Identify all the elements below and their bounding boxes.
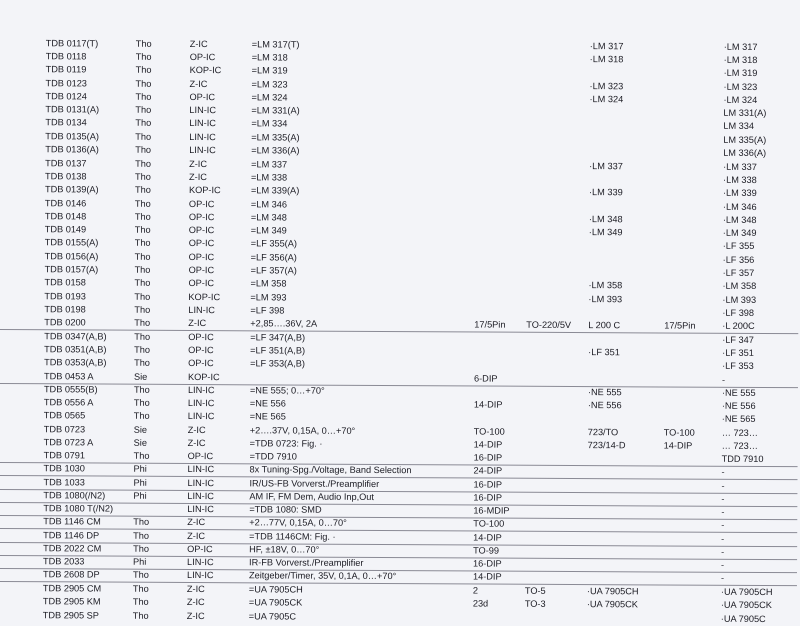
part-number: TDB 1030 <box>43 463 85 474</box>
ic-category: LIN-IC <box>187 410 215 422</box>
manufacturer: Tho <box>134 277 151 288</box>
replacement-type: ·NE 555 <box>721 387 756 398</box>
equivalent-description: =LM 338 <box>251 172 288 183</box>
equivalent-description: =LM 349 <box>250 225 287 236</box>
equivalent-description: =TDD 7910 <box>249 451 297 462</box>
ic-category: KOP-IC <box>188 291 221 303</box>
manufacturer: Phi <box>133 477 147 488</box>
part-number: TDB 0791 <box>43 450 86 461</box>
manufacturer: Tho <box>134 344 151 355</box>
package: TO-99 <box>473 545 500 556</box>
reference-type: 723/TO <box>587 427 619 438</box>
manufacturer: Phi <box>133 556 147 567</box>
replacement-type: ·LM 349 <box>722 227 757 238</box>
equivalent-description: =LM 335(A) <box>251 132 300 143</box>
ic-category: OP-IC <box>189 91 216 103</box>
replacement-type: ·LM 317 <box>723 41 758 52</box>
replacement-type: ·LF 351 <box>722 347 754 358</box>
reference-type: ·LM 318 <box>589 54 624 65</box>
replacement-type: … 723… <box>721 427 759 438</box>
manufacturer: Tho <box>134 264 151 275</box>
equivalent-description: =LF 351(A,B) <box>250 345 306 356</box>
replacement-type: ·L 200C <box>722 320 755 331</box>
ic-category: OP-IC <box>188 264 215 276</box>
part-number: TDB 0149 <box>44 224 87 235</box>
equivalent-description: =UA 7905CK <box>248 597 303 608</box>
manufacturer: Tho <box>132 596 149 607</box>
part-number: TDB 2905 KM <box>42 596 101 607</box>
package: 16-DIP <box>473 558 502 569</box>
package: 17/5Pin <box>474 319 506 330</box>
manufacturer: Tho <box>133 543 149 554</box>
manufacturer: Tho <box>133 397 150 408</box>
equivalent-description: =NE 565 <box>249 411 286 422</box>
replacement-type: LM 335(A) <box>723 134 767 146</box>
replacement-type: ·LF 355 <box>722 240 755 251</box>
manufacturer: Tho <box>134 237 151 248</box>
part-number: TDB 0131(A) <box>45 104 100 115</box>
manufacturer: Phi <box>133 463 147 474</box>
replacement-type: ·LM 337 <box>723 161 757 172</box>
replacement-type: ·LM 324 <box>723 94 758 105</box>
reference-type: ·LM 393 <box>588 294 623 305</box>
replacement-type: ·LM 323 <box>723 81 758 92</box>
part-number: TDB 1146 CM <box>43 516 101 527</box>
equivalent-description: =LM 331(A) <box>251 105 300 116</box>
reference-type: ·NE 556 <box>587 400 622 411</box>
part-number: TDB 0453 A <box>44 371 94 382</box>
ic-category: LIN-IC <box>187 384 215 396</box>
manufacturer: Tho <box>135 171 151 182</box>
part-number: TDB 0138 <box>45 171 87 182</box>
ic-category: LIN-IC <box>189 131 216 143</box>
replacement-type: ·LF 347 <box>722 334 754 345</box>
reference-type: ·LM 358 <box>588 280 623 291</box>
ic-category: OP-IC <box>188 198 215 210</box>
equivalent-description: =NE 555; 0…+70° <box>249 385 325 396</box>
reference-type: ·NE 555 <box>587 387 622 398</box>
equivalent-description: AM IF, FM Dem, Audio Inp,Out <box>249 491 375 502</box>
part-number: TDB 0123 <box>45 78 87 89</box>
manufacturer: Sie <box>134 371 148 382</box>
manufacturer: Tho <box>135 91 152 102</box>
replacement-type: - <box>721 546 725 557</box>
package: 16-MDIP <box>473 505 510 516</box>
manufacturer: Tho <box>133 516 150 527</box>
replacement-type: … 723… <box>721 440 758 451</box>
part-number: TDB 0158 <box>44 277 86 288</box>
ic-category: LIN-IC <box>189 104 216 116</box>
equivalent-description: =LM 336(A) <box>251 145 300 156</box>
package: 14-DIP <box>472 571 502 582</box>
ic-category: LIN-IC <box>187 477 215 489</box>
equivalent-description: =LM 358 <box>250 278 287 289</box>
equivalent-description: =LM 317(T) <box>251 39 300 50</box>
manufacturer: Tho <box>134 224 151 235</box>
manufacturer: Tho <box>135 117 152 128</box>
package-alt: TO-3 <box>524 598 546 609</box>
equivalent-description: =NE 556 <box>249 398 286 409</box>
equivalent-description: =LF 398 <box>250 305 285 316</box>
part-number: TDB 0156(A) <box>44 251 99 262</box>
replacement-type: LM 334 <box>723 120 755 131</box>
ic-category: Z-IC <box>186 596 205 608</box>
manufacturer: Phi <box>133 490 147 501</box>
ic-category: OP-IC <box>188 224 215 236</box>
reference-type: ·LM 323 <box>589 81 624 92</box>
ic-category: OP-IC <box>187 543 213 555</box>
package: 2 <box>472 585 479 596</box>
package: 6-DIP <box>473 373 498 384</box>
part-number: TDB 0155(A) <box>44 237 99 248</box>
package: TO-100 <box>473 426 505 437</box>
ic-category: Z-IC <box>189 38 208 50</box>
replacement-type: ·UA 7905CH <box>720 586 773 598</box>
replacement-type: TDD 7910 <box>721 453 764 465</box>
part-number: TDB 0148 <box>44 211 87 222</box>
replacement-type: ·LM 338 <box>723 174 757 185</box>
replacement-type: ·UA 7905C <box>720 613 766 624</box>
reference-type: ·LM 324 <box>589 94 624 105</box>
ic-category: OP-IC <box>188 237 215 249</box>
manufacturer: Tho <box>135 131 152 142</box>
equivalent-description: IR/US-FB Vorverst./Preamplifier <box>249 478 380 489</box>
manufacturer: Tho <box>135 158 152 169</box>
ic-category: OP-IC <box>188 344 214 356</box>
ic-category: OP-IC <box>187 450 214 462</box>
equivalent-description: =LM 323 <box>251 79 288 90</box>
equivalent-description: =LF 347(A,B) <box>250 332 306 343</box>
manufacturer: Tho <box>134 184 151 195</box>
manufacturer: Sie <box>133 424 148 435</box>
replacement-type: - <box>721 519 725 530</box>
manufacturer: Tho <box>135 64 152 75</box>
equivalent-description: HF, ±18V, 0…70° <box>249 544 320 555</box>
package: 16-DIP <box>473 452 503 463</box>
ic-category: Z-IC <box>189 158 208 170</box>
part-number: TDB 0555(B) <box>43 384 98 395</box>
part-number: TDB 1080(/N2) <box>43 490 106 501</box>
part-number: TDB 0193 <box>44 291 86 302</box>
part-number: TDB 0117(T) <box>45 38 99 49</box>
part-number: TDB 0135(A) <box>45 131 99 142</box>
equivalent-description: =LF 355(A) <box>250 238 297 249</box>
manufacturer: Tho <box>133 450 150 461</box>
manufacturer: Sie <box>133 437 147 448</box>
part-number: TDB 1080 T(/N2) <box>43 503 114 514</box>
reference-package: TO-100 <box>663 427 695 438</box>
package: 23d <box>472 598 489 609</box>
replacement-type: ·LF 357 <box>722 267 755 278</box>
part-number: TDB 2905 SP <box>42 610 99 621</box>
replacement-type: - <box>721 533 725 544</box>
ic-category: Z-IC <box>189 78 208 90</box>
manufacturer: Tho <box>135 104 152 115</box>
part-number: TDB 0137 <box>45 158 87 169</box>
part-number: TDB 2022 CM <box>43 543 102 554</box>
replacement-type: ·LM 348 <box>722 214 757 225</box>
replacement-type: - <box>721 480 725 491</box>
part-number: TDB 1033 <box>43 477 85 488</box>
equivalent-description: =LF 356(A) <box>250 252 297 263</box>
equivalent-description: =LM 393 <box>250 292 287 303</box>
part-number: TDB 0556 A <box>43 397 94 408</box>
ic-category: Z-IC <box>186 583 205 595</box>
ic-category: Z-IC <box>187 516 206 528</box>
replacement-type: ·LM 319 <box>723 67 758 78</box>
equivalent-description: =LM 324 <box>251 92 288 103</box>
equivalent-description: =UA 7905CH <box>248 584 303 595</box>
package: 14-DIP <box>473 439 503 450</box>
part-number: TDB 2033 <box>43 556 85 567</box>
replacement-type: - <box>721 559 725 570</box>
replacement-type: ·LM 346 <box>722 201 757 212</box>
reference-type: ·LM 349 <box>588 227 623 238</box>
ic-category: LIN-IC <box>189 117 216 129</box>
manufacturer: Tho <box>134 331 151 342</box>
equivalent-description: =LF 357(A) <box>250 265 297 276</box>
part-number: TDB 0136(A) <box>45 144 99 155</box>
replacement-type: ·NE 556 <box>721 400 756 411</box>
ic-category: Z-IC <box>189 171 207 183</box>
replacement-type: - <box>721 506 725 517</box>
equivalent-description: +2….37V, 0,15A, 0…+70° <box>249 425 356 436</box>
part-number: TDB 2608 DP <box>42 569 100 580</box>
replacement-type: ·LF 356 <box>722 254 755 265</box>
reference-type: 723/14-D <box>587 440 626 451</box>
ic-category: LIN-IC <box>187 503 214 515</box>
ic-category: OP-IC <box>188 331 214 343</box>
replacement-type: - <box>721 493 725 504</box>
manufacturer: Tho <box>133 384 150 395</box>
package: 14-DIP <box>473 532 502 543</box>
package: 16-DIP <box>473 492 503 503</box>
ic-category: KOP-IC <box>188 184 221 196</box>
manufacturer: Tho <box>134 291 151 302</box>
ic-category: OP-IC <box>189 51 216 63</box>
ic-category: KOP-IC <box>189 64 222 76</box>
ic-category: LIN-IC <box>186 569 214 581</box>
package: 24-DIP <box>473 465 503 476</box>
reference-package: 14-DIP <box>663 440 693 451</box>
equivalent-description: 8x Tuning-Spg./Voltage, Band Selection <box>249 464 412 476</box>
part-number: TDB 2905 CM <box>42 583 102 594</box>
equivalent-description: +2…77V, 0,15A, 0…70° <box>249 517 347 528</box>
equivalent-description: =LM 339(A) <box>250 185 300 196</box>
equivalent-description: =LF 353(A,B) <box>250 358 306 369</box>
part-number: TDB 0347(A,B) <box>44 331 107 342</box>
part-number: TDB 0723 <box>43 424 86 435</box>
ic-category: Z-IC <box>187 530 206 542</box>
reference-type: ·LM 339 <box>588 187 623 198</box>
replacement-type: LM 331(A) <box>723 107 767 119</box>
package-alt: TO-5 <box>524 585 546 596</box>
package: 16-DIP <box>473 479 503 490</box>
equivalent-description: +2,85….36V, 2A <box>250 318 318 329</box>
ic-category: LIN-IC <box>189 144 216 156</box>
manufacturer: Tho <box>132 583 149 594</box>
part-number: TDB 0124 <box>45 91 87 102</box>
part-number: TDB 0351(A,B) <box>44 344 107 355</box>
ic-category: LIN-IC <box>187 463 215 475</box>
ic-category: OP-IC <box>188 251 215 263</box>
replacement-type: ·LF 398 <box>722 307 755 318</box>
ic-category: KOP-IC <box>188 371 220 383</box>
reference-type: ·LM 317 <box>589 41 624 52</box>
reference-type: L 200 C <box>588 320 621 331</box>
replacement-type: ·NE 565 <box>721 413 756 424</box>
replacement-type: ·LM 358 <box>722 280 757 291</box>
ic-category: Z-IC <box>187 437 206 449</box>
manufacturer: Tho <box>135 38 152 49</box>
equivalent-description: =UA 7905C <box>248 611 297 622</box>
part-number: TDB 0198 <box>44 304 86 315</box>
part-number: TDB 0157(A) <box>44 264 99 275</box>
reference-type: ·LF 351 <box>588 347 620 358</box>
equivalent-description: Zeitgeber/Timer, 35V, 0,1A, 0…+70° <box>248 570 397 582</box>
part-number: TDB 1146 DP <box>43 530 100 541</box>
reference-type: ·LM 337 <box>589 161 623 172</box>
ic-category: OP-IC <box>188 277 215 289</box>
manufacturer: Tho <box>133 410 150 421</box>
package: TO-100 <box>473 518 505 529</box>
part-number: TDB 0565 <box>43 410 86 421</box>
part-number: TDB 0119 <box>45 64 87 75</box>
manufacturer: Tho <box>135 144 152 155</box>
reference-type: ·UA 7905CH <box>586 586 639 597</box>
equivalent-description: =LM 346 <box>250 199 287 210</box>
ic-category: Z-IC <box>187 424 206 436</box>
part-number: TDB 0134 <box>45 117 87 128</box>
replacement-type: - <box>721 374 726 385</box>
equivalent-description: =LM 318 <box>251 52 288 63</box>
ic-category: Z-IC <box>186 610 205 621</box>
part-number: TDB 0118 <box>45 51 87 62</box>
equivalent-description: =TDB 1080: SMD <box>249 504 322 515</box>
manufacturer: Tho <box>134 198 151 209</box>
manufacturer: Tho <box>134 251 151 262</box>
equivalent-description: =TDB 1146CM: Fig. · <box>249 531 336 542</box>
part-number: TDB 0353(A,B) <box>44 357 107 368</box>
replacement-type: ·LM 393 <box>722 294 757 305</box>
manufacturer: Tho <box>135 51 152 62</box>
ic-category: LIN-IC <box>188 304 215 316</box>
manufacturer: Tho <box>134 357 150 368</box>
equivalent-description: IR-FB Vorverst./Preamplifier <box>249 557 364 568</box>
replacement-type: ·UA 7905CK <box>720 599 772 611</box>
part-number: TDB 0723 A <box>43 437 94 448</box>
reference-package: 17/5Pin <box>664 320 696 331</box>
manufacturer: Tho <box>135 78 152 89</box>
part-number: TDB 0200 <box>44 317 86 328</box>
ic-category: Z-IC <box>188 317 207 329</box>
ic-category: LIN-IC <box>187 556 214 568</box>
equivalent-description: =LM 319 <box>251 65 288 76</box>
equivalent-description: =LM 334 <box>251 118 288 129</box>
manufacturer: Tho <box>134 304 151 315</box>
replacement-type: ·LF 353 <box>722 360 754 371</box>
part-number: TDB 0139(A) <box>44 184 99 195</box>
package: 14-DIP <box>473 399 503 410</box>
replacement-type: - <box>720 572 725 583</box>
ic-category: OP-IC <box>188 211 215 223</box>
ic-category: LIN-IC <box>187 490 214 502</box>
manufacturer: Tho <box>132 610 149 621</box>
ic-category: OP-IC <box>188 357 214 369</box>
replacement-type: LM 336(A) <box>723 147 767 159</box>
replacement-type: - <box>721 466 725 477</box>
package-alt: TO-220/5V <box>526 319 572 330</box>
replacement-type: ·LM 318 <box>723 54 758 65</box>
ic-category: LIN-IC <box>187 397 215 409</box>
equivalent-description: =TDB 0723: Fig. · <box>249 438 323 449</box>
part-number: TDB 0146 <box>44 198 87 209</box>
equivalent-description: =LM 337 <box>251 159 288 170</box>
manufacturer: Tho <box>134 211 151 222</box>
manufacturer: Tho <box>134 317 151 328</box>
replacement-type: ·LM 339 <box>722 187 757 198</box>
equivalent-description: =LM 348 <box>250 212 287 223</box>
reference-type: ·LM 348 <box>588 214 623 225</box>
reference-type: ·UA 7905CK <box>586 599 638 610</box>
manufacturer: Tho <box>133 530 150 541</box>
manufacturer: Tho <box>132 569 149 580</box>
